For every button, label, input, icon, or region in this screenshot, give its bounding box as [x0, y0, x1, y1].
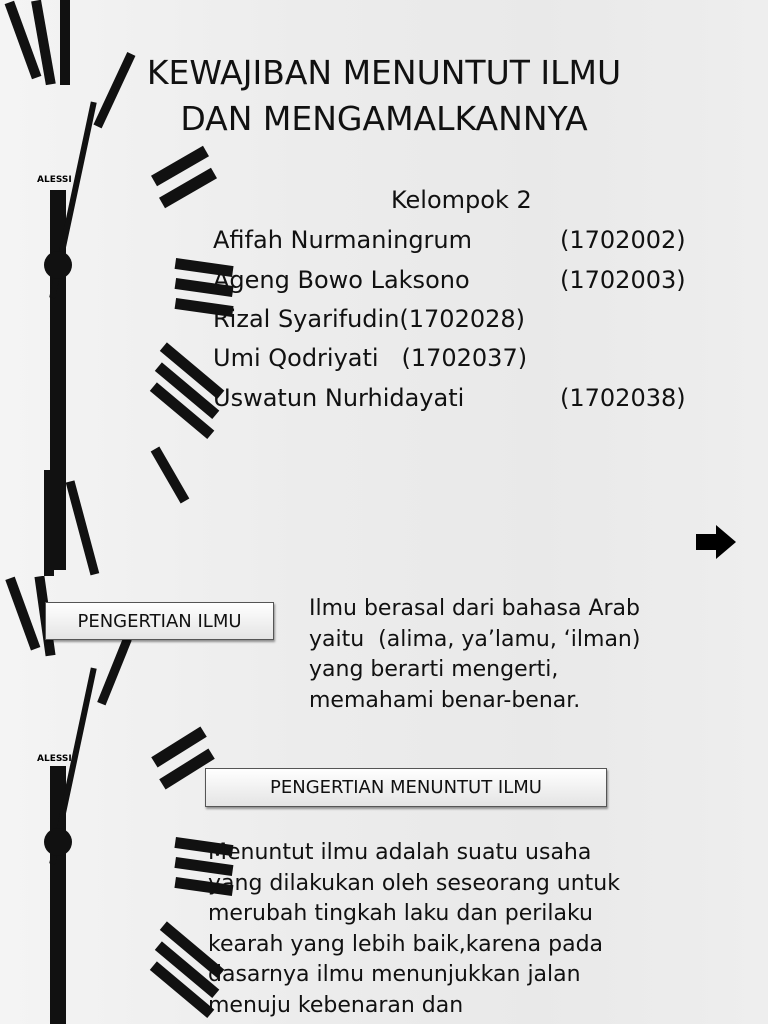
member-name: Umi Qodriyati (1702037) — [213, 344, 528, 372]
svg-text:ALESSI: ALESSI — [37, 754, 72, 764]
paragraph-line: merubah tingkah laku dan perilaku — [208, 901, 593, 926]
svg-text:ALESSI: ALESSI — [37, 175, 72, 185]
member-name: Uswatun Nurhidayati — [213, 384, 465, 412]
heading-pengertian-ilmu: PENGERTIAN ILMU — [45, 602, 274, 640]
definition-line: yaitu (alima, ya’lamu, ‘ilman) — [309, 626, 641, 652]
member-name: Afifah Nurmaningrum — [213, 226, 473, 254]
paragraph-line: Menuntut ilmu adalah suatu usaha — [208, 840, 592, 865]
heading-pengertian-menuntut-ilmu: PENGERTIAN MENUNTUT ILMU — [205, 768, 607, 807]
paragraph-line: kearah yang lebih baik,karena pada — [208, 931, 604, 957]
group-label: Kelompok 2 — [391, 186, 532, 214]
slide-title-line1: KEWAJIBAN MENUNTUT ILMU — [146, 53, 622, 92]
paragraph-line: menuju kebenaran dan — [208, 992, 464, 1018]
paragraph-line: yang dilakukan oleh seseorang untuk — [208, 870, 620, 896]
member-id: (1702003) — [560, 266, 686, 294]
definition-line: yang berarti mengerti, — [309, 657, 559, 682]
definition-line: Ilmu berasal dari bahasa Arab — [309, 596, 640, 621]
slide-title-line2: DAN MENGAMALKANNYA — [180, 99, 588, 138]
member-name: Rizal Syarifudin(1702028) — [213, 305, 526, 333]
definition-text — [309, 594, 640, 716]
paragraph-line: dasarnya ilmu menunjukkan jalan — [208, 962, 581, 987]
member-id: (1702002) — [560, 226, 686, 254]
slide-definition — [0, 576, 768, 1024]
definition-line: memahami benar-benar. — [309, 687, 581, 713]
paragraph-text — [208, 838, 620, 1021]
member-id: (1702038) — [560, 384, 686, 412]
member-name: Ageng Bowo Laksono — [213, 266, 470, 294]
arrow-right-icon[interactable] — [696, 525, 738, 559]
